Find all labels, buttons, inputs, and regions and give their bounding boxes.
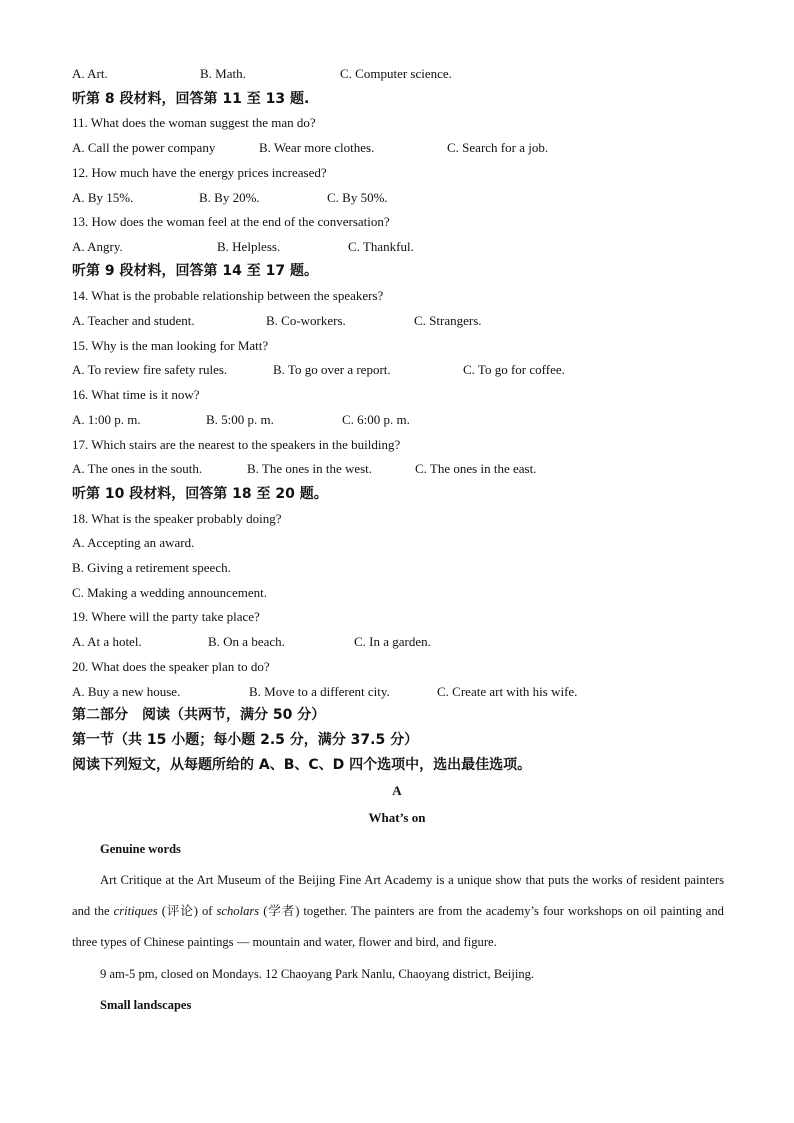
- para1-text-3: (学者) together. The painters are from the academy’s four workshops on oil painting and three types of Chinese paintings — mountain and water, flower and bird, and figure.: [72, 904, 724, 949]
- passage-letter: A: [392, 783, 402, 798]
- q13-option-c: C. Thankful.: [348, 239, 414, 254]
- para1-text-1: Art Critique at the Art Museum of the Beijing Fine Art Academy is a unique show that puts the works of resident painters and the: [72, 873, 724, 918]
- q18-option-b: B. Giving a retirement speech.: [72, 560, 231, 575]
- question-11: 11. What does the woman suggest the man do?: [72, 115, 316, 130]
- section-8-heading: 听第 8 段材料，回答第 11 至 13 题.: [72, 91, 310, 107]
- question-15: 15. Why is the man looking for Matt?: [72, 338, 269, 353]
- q19-option-b: B. On a beach.: [208, 634, 285, 649]
- q10-option-a: A. Art.: [72, 66, 108, 81]
- subheading-small-landscapes: Small landscapes: [100, 998, 192, 1012]
- question-19: 19. Where will the party take place?: [72, 609, 260, 624]
- subheading-genuine-words: Genuine words: [100, 842, 181, 856]
- part2-title: 第二部分 阅读（共两节，满分 50 分）: [72, 707, 326, 723]
- q15-option-c: C. To go for coffee.: [463, 362, 565, 377]
- question-20: 20. What does the speaker plan to do?: [72, 659, 270, 674]
- q10-option-c: C. Computer science.: [340, 66, 452, 81]
- q14-option-b: B. Co-workers.: [266, 313, 346, 328]
- paragraph-art-critique: [72, 865, 724, 958]
- q17-option-c: C. The ones in the east.: [415, 461, 537, 476]
- question-13: 13. How does the woman feel at the end of the conversation?: [72, 214, 390, 229]
- para1-text-2: (评论) of: [157, 904, 217, 918]
- question-16: 16. What time is it now?: [72, 387, 200, 402]
- q16-option-b: B. 5:00 p. m.: [206, 412, 274, 427]
- info-hours-address: 9 am-5 pm, closed on Mondays. 12 Chaoyang Park Nanlu, Chaoyang district, Beijing.: [100, 967, 535, 981]
- q16-option-a: A. 1:00 p. m.: [72, 412, 141, 427]
- q20-option-b: B. Move to a different city.: [249, 684, 390, 699]
- q11-option-c: C. Search for a job.: [447, 140, 549, 155]
- part2-instructions: 阅读下列短文，从每题所给的 A、B、C、D 四个选项中，选出最佳选项。: [72, 757, 532, 773]
- question-14: 14. What is the probable relationship between the speakers?: [72, 288, 384, 303]
- para1-italic-critiques: critiques: [113, 904, 158, 918]
- q20-option-a: A. Buy a new house.: [72, 684, 181, 699]
- q11-option-b: B. Wear more clothes.: [259, 140, 375, 155]
- q19-option-c: C. In a garden.: [354, 634, 431, 649]
- q14-option-a: A. Teacher and student.: [72, 313, 195, 328]
- q12-option-b: B. By 20%.: [199, 190, 260, 205]
- q14-option-c: C. Strangers.: [414, 313, 482, 328]
- q13-option-a: A. Angry.: [72, 239, 123, 254]
- q15-option-a: A. To review fire safety rules.: [72, 362, 228, 377]
- q18-option-c: C. Making a wedding announcement.: [72, 585, 267, 600]
- para1-italic-scholars: scholars: [216, 904, 260, 918]
- q12-option-c: C. By 50%.: [327, 190, 388, 205]
- q20-option-c: C. Create art with his wife.: [437, 684, 578, 699]
- q17-option-a: A. The ones in the south.: [72, 461, 203, 476]
- q10-option-b: B. Math.: [200, 66, 246, 81]
- q17-option-b: B. The ones in the west.: [247, 461, 373, 476]
- section-10-heading: 听第 10 段材料，回答第 18 至 20 题。: [72, 486, 328, 502]
- question-12: 12. How much have the energy prices increased?: [72, 165, 327, 180]
- q19-option-a: A. At a hotel.: [72, 634, 142, 649]
- q15-option-b: B. To go over a report.: [273, 362, 391, 377]
- q12-option-a: A. By 15%.: [72, 190, 134, 205]
- section-9-heading: 听第 9 段材料，回答第 14 至 17 题。: [72, 263, 318, 279]
- question-18: 18. What is the speaker probably doing?: [72, 511, 282, 526]
- question-17: 17. Which stairs are the nearest to the speakers in the building?: [72, 437, 401, 452]
- part2-section1-title: 第一节（共 15 小题；每小题 2.5 分，满分 37.5 分）: [72, 732, 419, 748]
- q13-option-b: B. Helpless.: [217, 239, 281, 254]
- q11-option-a: A. Call the power company: [72, 140, 216, 155]
- q16-option-c: C. 6:00 p. m.: [342, 412, 410, 427]
- passage-title: What’s on: [368, 810, 426, 825]
- q18-option-a: A. Accepting an award.: [72, 535, 195, 550]
